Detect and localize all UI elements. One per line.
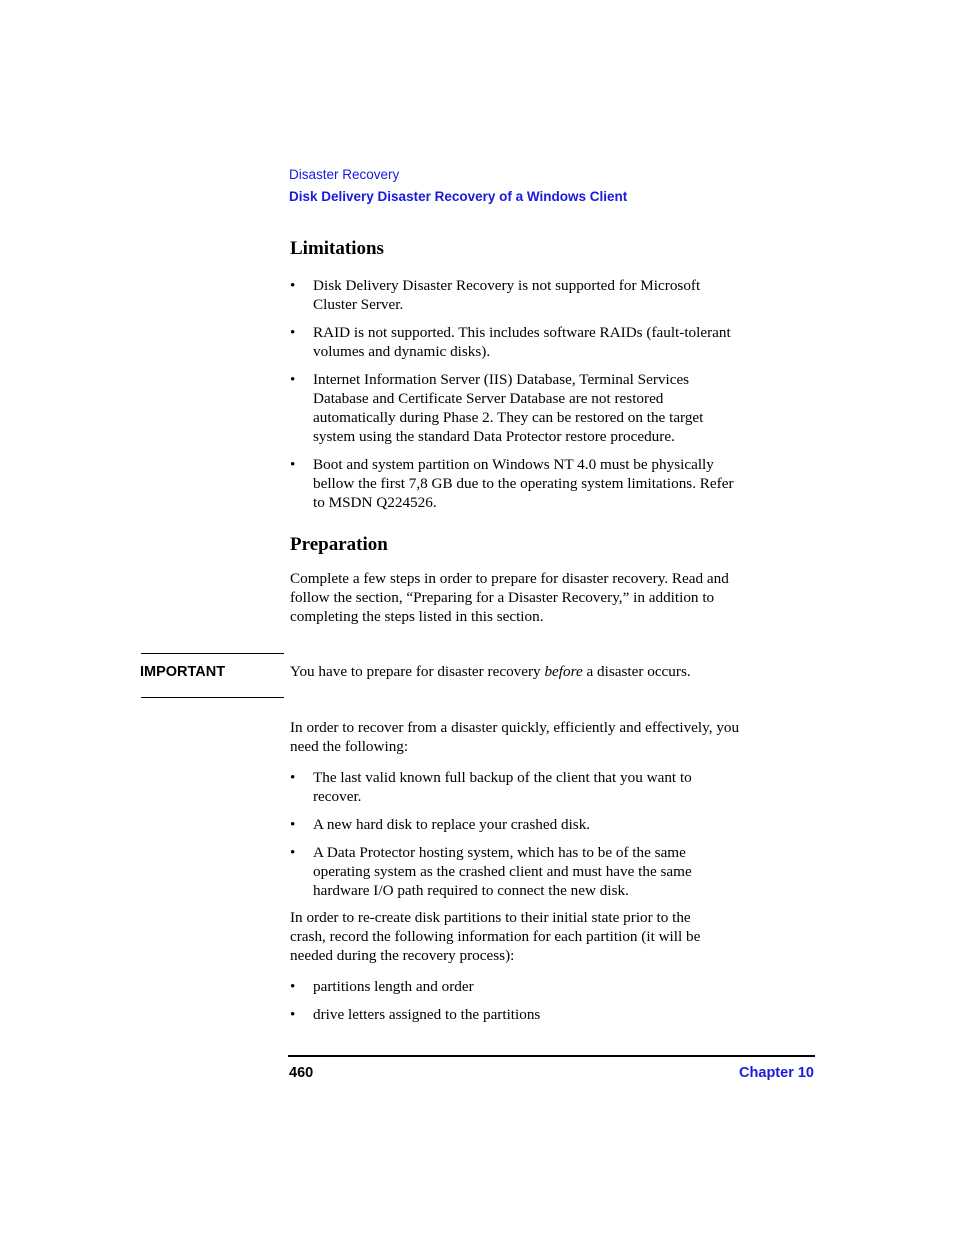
list-item: • Internet Information Server (IIS) Database, Terminal Services Database and Certificate Server Database are not restored automatically during Phase 2. They can be restored on the target system using the standard Data Protector restore procedure. [290,370,830,446]
list-item: • RAID is not supported. This includes software RAIDs (fault-tolerant volumes and dynamic disks). [290,323,830,361]
running-header-subsection: Disk Delivery Disaster Recovery of a Windows Client [289,189,628,204]
limitations-list [290,276,830,512]
needs-list [290,768,830,900]
list-item: • partitions length and order [290,977,830,996]
list-item: • A Data Protector hosting system, which has to be of the same operating system as the crashed client and must have the same hardware I/O path required to connect the new disk. [290,843,830,900]
needs-intro: In order to recover from a disaster quickly, efficiently and effectively, you need the following: [290,719,740,755]
important-label: IMPORTANT [140,664,226,680]
list-item: • A new hard disk to replace your crashed disk. [290,815,830,834]
preparation-intro: Complete a few steps in order to prepare for disaster recovery. Read and follow the section, “Preparing for a Disaster Recovery,” in addition to completing the steps listed in this section. [290,570,729,625]
record-list [290,977,830,1024]
page-number: 460 [289,1065,314,1081]
footer-rule [288,1055,815,1057]
important-note: You have to prepare for disaster recovery before a disaster occurs. [290,663,691,680]
list-item: • Boot and system partition on Windows NT 4.0 must be physically bellow the first 7,8 GB due to the operating system limitations. Refer to MSDN Q224526. [290,455,830,512]
preparation-heading: Preparation [290,534,388,555]
list-item: • drive letters assigned to the partitions [290,1005,830,1024]
list-item: • The last valid known full backup of the client that you want to recover. [290,768,830,806]
important-top-rule [141,653,284,654]
record-intro: In order to re-create disk partitions to their initial state prior to the crash, record the following information for each partition (it will be needed during the recovery process): [290,909,701,964]
limitations-heading: Limitations [290,238,384,259]
chapter-label: Chapter 10 [739,1065,814,1081]
running-header-section: Disaster Recovery [289,167,400,182]
list-item: • Disk Delivery Disaster Recovery is not supported for Microsoft Cluster Server. [290,276,830,314]
important-bottom-rule [141,697,284,698]
important-emphasis: before [544,663,583,680]
